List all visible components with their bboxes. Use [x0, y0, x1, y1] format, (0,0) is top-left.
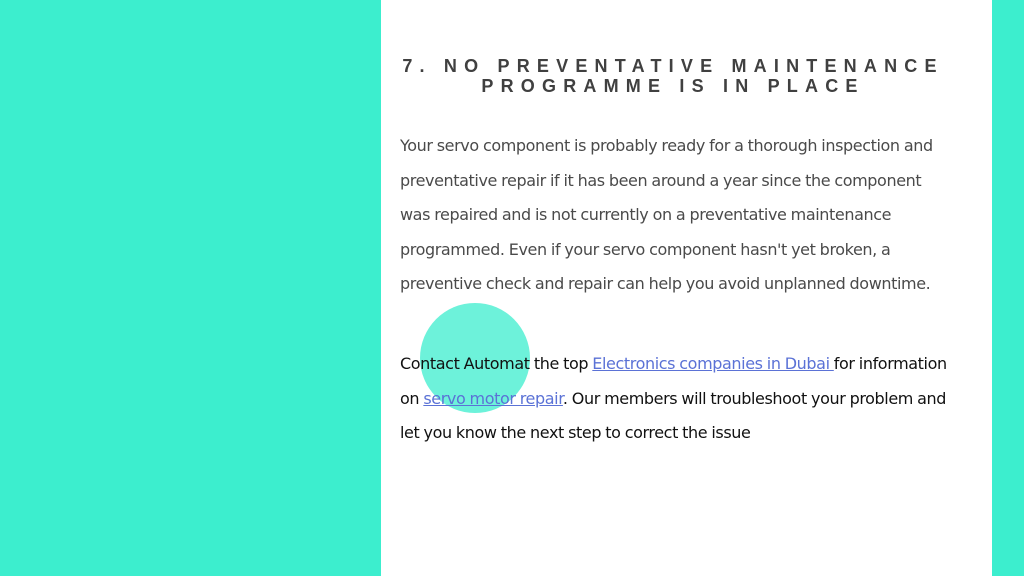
- right-accent-strip: [992, 0, 1024, 576]
- contact-text-middle: for information on: [400, 354, 947, 408]
- section-heading: 7. NO PREVENTATIVE MAINTENANCE PROGRAMME IS IN PLACE: [402, 56, 944, 96]
- body-paragraph: Your servo component is probably ready for a thorough inspection and preventative repair if it has been around a year since the component was repaired and is not currently on a preventative maintenance programmed. Even if your servo component hasn't yet broken, a preventive check and repair can help you avoid unplanned downtime.: [400, 136, 933, 294]
- contact-text-start: Contact Automat the top: [400, 354, 593, 373]
- left-accent-panel: [0, 0, 381, 576]
- electronics-companies-link[interactable]: Electronics companies in Dubai: [592, 354, 834, 373]
- contact-paragraph: [400, 347, 948, 451]
- servo-motor-repair-link[interactable]: servo motor repair: [423, 388, 563, 408]
- contact-text-end: . Our members will troubleshoot your problem and let you know the next step to correct the issue: [400, 388, 947, 443]
